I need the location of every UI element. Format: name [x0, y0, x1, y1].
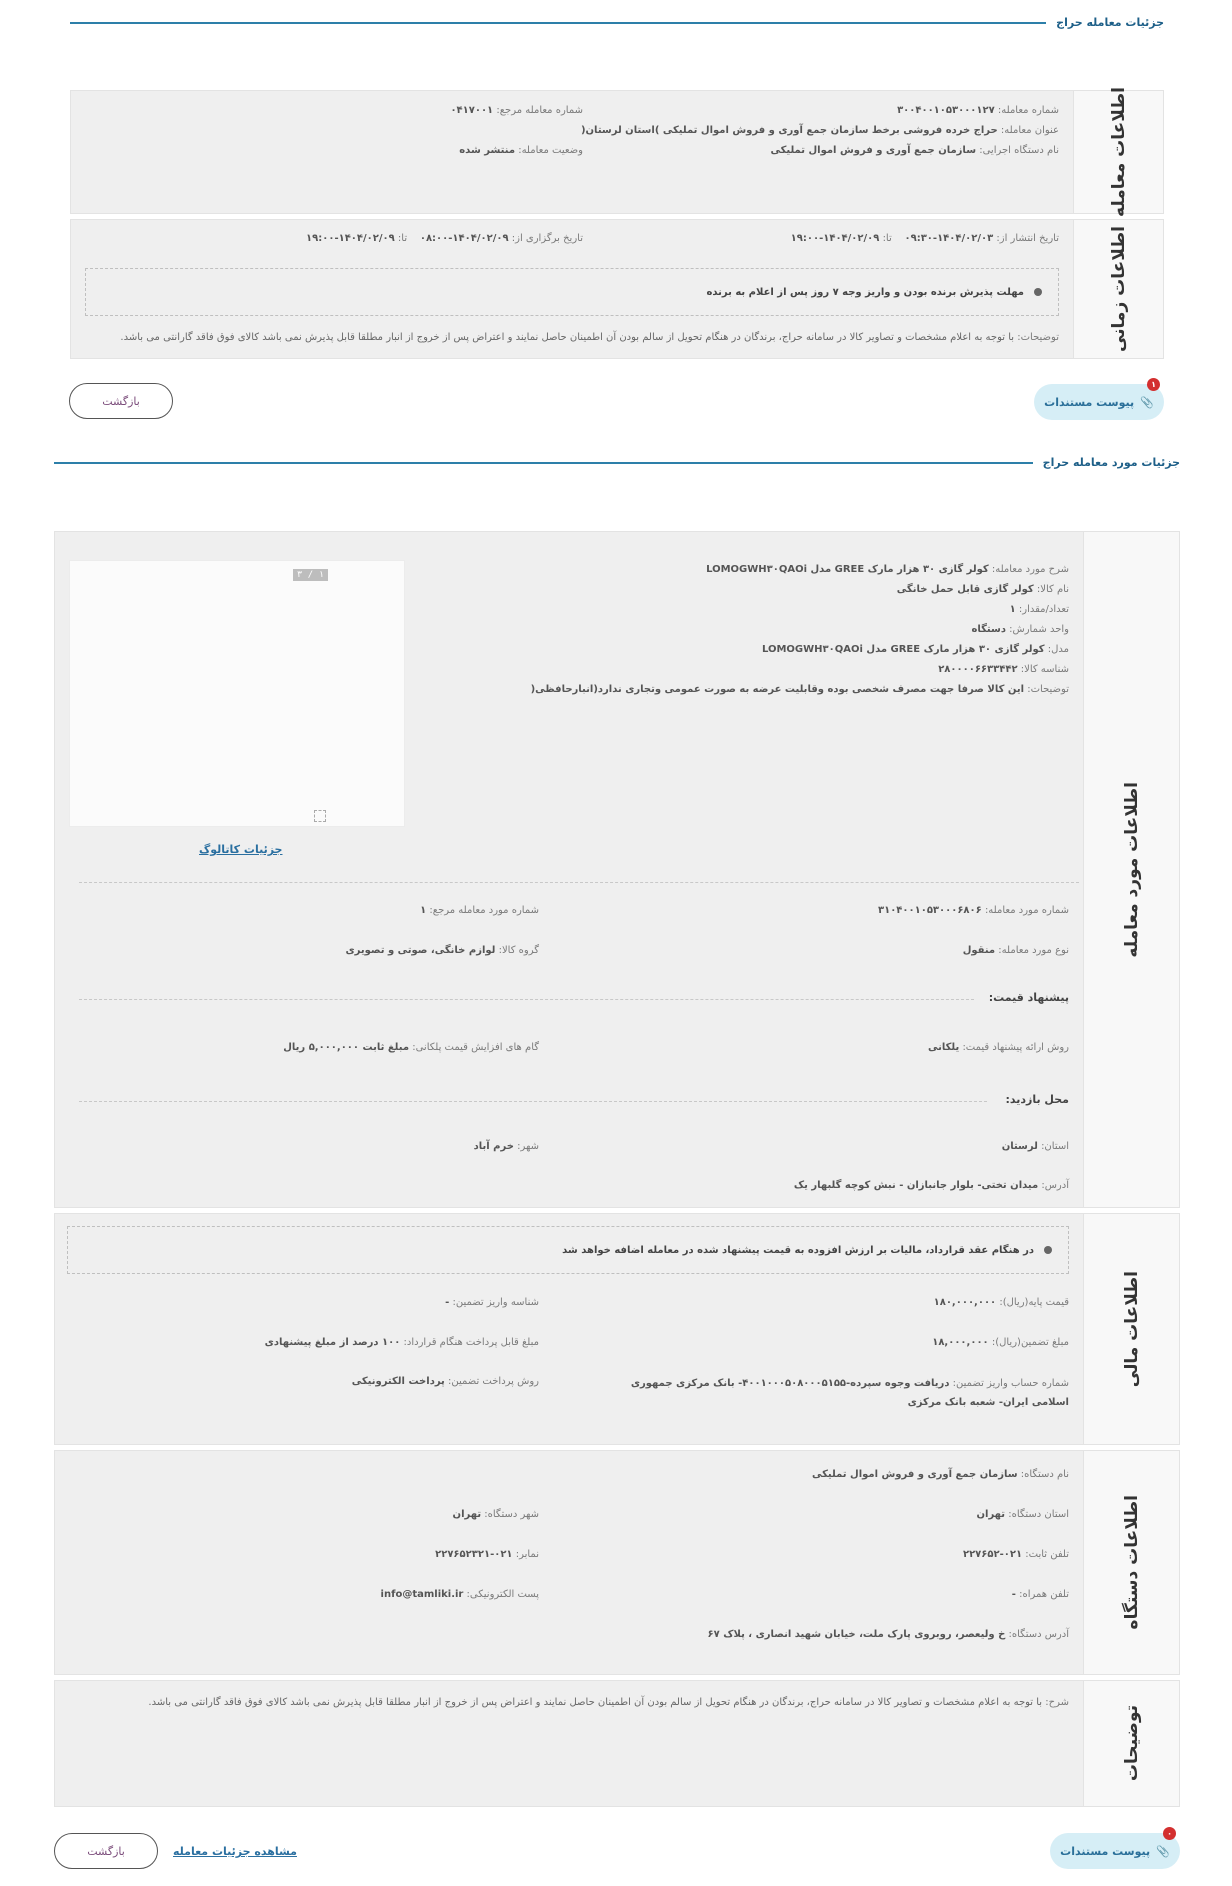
item-notes: توضیحات: این کالا صرفا جهت مصرف شخصی بوده وقابلیت عرضه به صورت عمومی وتجاری ندارد(انبارحافظی( — [530, 684, 1069, 695]
attach-documents-button[interactable]: 📎 پیوست مستندات ۱ — [1034, 384, 1164, 420]
item-info-label: اطلاعات مورد معامله — [1121, 781, 1142, 958]
paperclip-icon: 📎 — [1140, 395, 1154, 409]
price-steps: گام های افزایش قیمت پلکانی: مبلغ ثابت ۵,۰۰۰,۰۰۰ ریال — [283, 1042, 539, 1053]
agency-province: استان دستگاه: تهران — [976, 1509, 1069, 1520]
agency-mobile: تلفن همراه: - — [1011, 1589, 1069, 1600]
guarantee-amount: مبلغ تضمین(ریال): ۱۸,۰۰۰,۰۰۰ — [932, 1337, 1069, 1348]
vat-notice: در هنگام عقد قرارداد، مالیات بر ارزش افزوده به قیمت پیشنهاد شده در معامله اضافه خواهد شد — [67, 1226, 1069, 1274]
deal-number: شماره معامله: ۳۰۰۴۰۰۱۰۵۳۰۰۰۱۲۷ — [897, 105, 1059, 116]
item-model: مدل: کولر گازی ۳۰ هزار مارک GREE مدل LOMOGWH۳۰QAOi — [761, 644, 1069, 655]
agency-info-label: اطلاعات دستگاه — [1121, 1495, 1142, 1630]
agency-info-block — [54, 1450, 1180, 1675]
deal-title: عنوان معامله: حراج خرده فروشی برخط سازمان جمع آوری و فروش اموال تملیکی )استان لرستان( — [580, 125, 1059, 136]
visit-address: آدرس: میدان تختی- بلوار جانبازان - نبش کوچه گلبهار یک — [793, 1180, 1069, 1191]
item-final-description: شرح: با توجه به اعلام مشخصات و تصاویر کالا در سامانه حراج، برندگان در هنگام تحویل از سالم بودن آن اطمینان حاصل نمایند و اعتراض پس از خروج از انبار مطلقا قابل پذیرش نمی باشد کالای فوق فاقد گارانتی می باشد. — [148, 1697, 1069, 1708]
financial-info-label: اطلاعات مالی — [1121, 1270, 1142, 1388]
time-info-label: اطلاعات زمانی — [1108, 225, 1129, 353]
visit-province: استان: لرستان — [1001, 1141, 1069, 1152]
time-info-block — [70, 219, 1164, 359]
item-section-title: جزئیات مورد معامله حراج — [54, 456, 1180, 469]
item-name: نام کالا: کولر گازی قابل حمل خانگی — [896, 584, 1069, 595]
offer-method: روش ارائه پیشنهاد قیمت: یلکانی — [927, 1042, 1069, 1053]
item-back-button[interactable]: بازگشت — [54, 1833, 158, 1869]
description-block — [54, 1680, 1180, 1807]
item-quantity: تعداد/مقدار: ۱ — [1009, 604, 1069, 615]
item-number: شماره مورد معامله: ۳۱۰۴۰۰۱۰۵۳۰۰۰۶۸۰۶ — [877, 905, 1069, 916]
visit-place-heading: محل بازدید: — [1005, 1093, 1069, 1106]
item-ref-number: شماره مورد معامله مرجع: ۱ — [420, 905, 539, 916]
view-deal-details-link[interactable]: مشاهده جزئیات معامله — [173, 1845, 297, 1858]
financial-info-block — [54, 1213, 1180, 1445]
item-image-gallery[interactable] — [69, 560, 405, 827]
agency-email: پست الکترونیکی: info@tamliki.ir — [380, 1589, 539, 1600]
item-info-block — [54, 531, 1180, 1208]
guarantee-account: شماره حساب واریز تضمین: دریافت وجوه سپرده-۴۰۰۱۰۰۰۵۰۸۰۰۰۵۱۵۵- بانک مرکزی جمهوری اسلامی ایران- شعبه بانک مرکزی — [630, 1378, 1069, 1408]
item-attach-count-badge: ۰ — [1163, 1827, 1176, 1840]
item-id: شناسه کالا: ۲۸۰۰۰۰۶۶۳۳۴۴۲ — [938, 664, 1069, 675]
back-button[interactable]: بازگشت — [69, 383, 173, 419]
bullet-icon — [1044, 1246, 1052, 1254]
item-description: شرح مورد معامله: کولر گازی ۳۰ هزار مارک GREE مدل LOMOGWH۳۰QAOi — [706, 564, 1069, 575]
base-price: قیمت پایه(ریال): ۱۸۰,۰۰۰,۰۰۰ — [933, 1297, 1069, 1308]
payable-amount: مبلغ قابل پرداخت هنگام قرارداد: ۱۰۰ درصد از مبلغ پیشنهادی — [264, 1337, 539, 1348]
deal-status: وضعیت معامله: منتشر شده — [459, 145, 583, 156]
catalog-details-link[interactable]: جزئیات کاتالوگ — [199, 843, 283, 856]
auction-section-title: جزئیات معامله حراج — [70, 16, 1164, 29]
publish-date: تاریخ انتشار از: ۱۴۰۴/۰۲/۰۳-۰۹:۳۰ تا: ۱۴۰۴/۰۲/۰۹-۱۹:۰۰ — [790, 233, 1059, 244]
paperclip-icon: 📎 — [1156, 1844, 1170, 1858]
bullet-icon — [1034, 288, 1042, 296]
price-offer-heading: پیشنهاد قیمت: — [988, 991, 1069, 1004]
description-label: توضیحات — [1121, 1705, 1142, 1782]
acceptance-notice: مهلت پذیرش برنده بودن و واریز وجه ۷ روز پس از اعلام به برنده — [85, 268, 1059, 316]
item-type: نوع مورد معامله: منقول — [962, 945, 1069, 956]
agency-name: نام دستگاه: سازمان جمع آوری و فروش اموال تملیکی — [812, 1469, 1069, 1480]
attach-count-badge: ۱ — [1147, 378, 1160, 391]
gallery-counter: ۱ / ۳ — [293, 569, 328, 581]
hold-date: تاریخ برگزاری از: ۱۴۰۴/۰۲/۰۹-۰۸:۰۰ تا: ۱۴۰۴/۰۲/۰۹-۱۹:۰۰ — [306, 233, 583, 244]
deal-info-block — [70, 86, 1164, 218]
item-attach-documents-button[interactable]: 📎 پیوست مستندات ۰ — [1050, 1833, 1180, 1869]
agency-fax: نمابر: ۰۲۱-۲۲۷۶۵۲۳۲۱ — [435, 1549, 539, 1560]
executive-agency: نام دستگاه اجرایی: سازمان جمع آوری و فروش اموال تملیکی — [770, 145, 1059, 156]
agency-address: آدرس دستگاه: خ ولیعصر، روبروی پارک ملت، خیابان شهید انصاری ، پلاک ۶۷ — [707, 1629, 1069, 1640]
item-group: گروه کالا: لوازم خانگی، صوتی و تصویری — [345, 945, 539, 956]
item-unit: واحد شمارش: دستگاه — [971, 624, 1069, 635]
deal-info-label: اطلاعات معامله — [1108, 86, 1129, 218]
deposit-id: شناسه واریز تضمین: - — [445, 1297, 539, 1308]
guarantee-pay-method: روش پرداخت تضمین: پرداخت الکترونیکی — [351, 1376, 539, 1387]
time-description: توضیحات: با توجه به اعلام مشخصات و تصاویر کالا در سامانه حراج، برندگان در هنگام تحویل از سالم بودن آن اطمینان حاصل نمایند و اعتراض پس از خروج از انبار مطلقا قابل پذیرش نمی باشد کالای فوق فاقد گارانتی می باشد. — [120, 332, 1059, 343]
visit-city: شهر: خرم آباد — [473, 1141, 539, 1152]
agency-city: شهر دستگاه: تهران — [452, 1509, 539, 1520]
expand-icon[interactable] — [314, 810, 326, 822]
ref-deal-number: شماره معامله مرجع: ۰۴۱۷۰۰۱ — [450, 105, 583, 116]
agency-phone: تلفن ثابت: ۰۲۱-۲۲۷۶۵۲ — [962, 1549, 1069, 1560]
